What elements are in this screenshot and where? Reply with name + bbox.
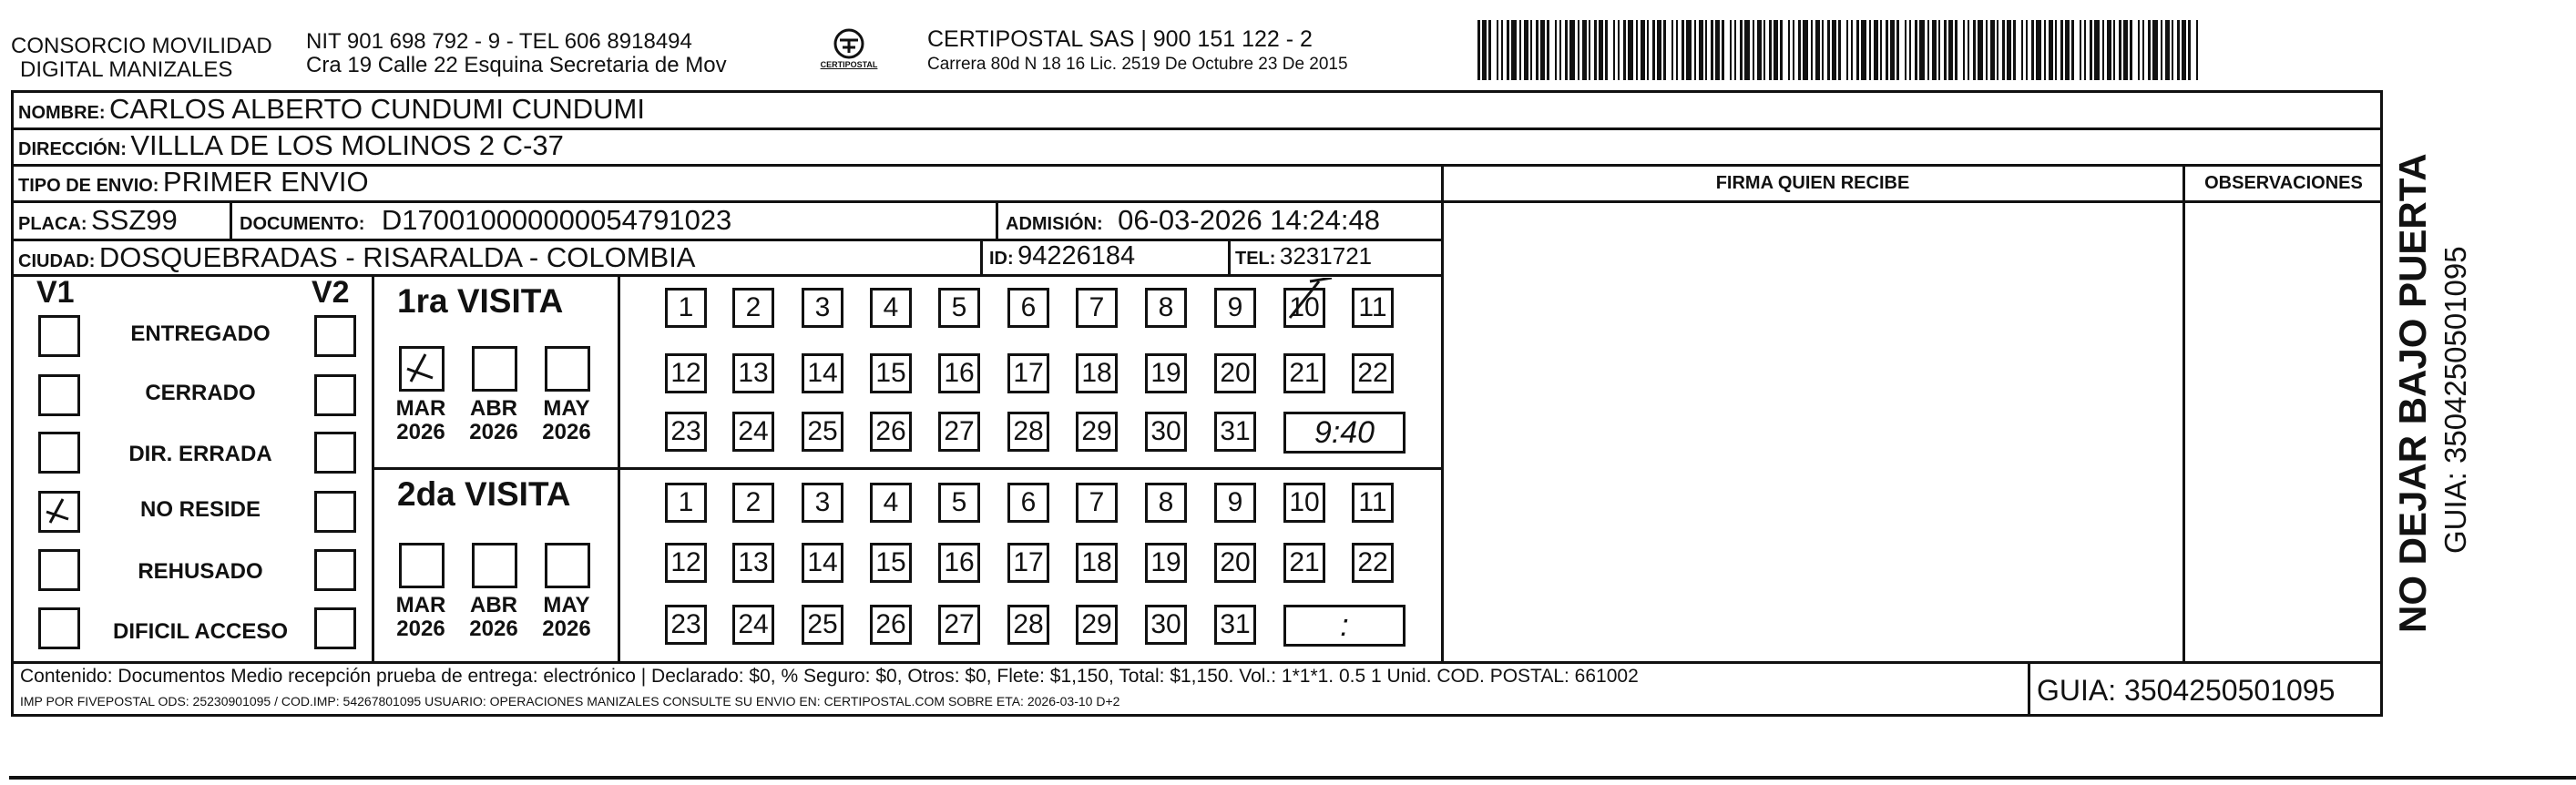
day-cell[interactable]: 22 (1352, 353, 1394, 393)
month-checkbox[interactable] (399, 543, 445, 588)
day-cell[interactable]: 18 (1076, 543, 1118, 583)
barcode-bar (1793, 20, 1794, 80)
barcode-bar (1978, 20, 1983, 80)
barcode-bar (1715, 20, 1720, 80)
barcode-bar (1730, 20, 1732, 80)
day-cell[interactable]: 3 (802, 288, 843, 328)
barcode-bar (1890, 20, 1895, 80)
nombre-label: NOMBRE: (18, 103, 106, 123)
ciudad-label: CIUDAD: (18, 251, 96, 271)
day-cell[interactable]: 5 (938, 288, 980, 328)
barcode-bar (2130, 20, 2132, 80)
day-cell[interactable]: 13 (732, 353, 774, 393)
barcode-bar (1948, 20, 1953, 80)
observaciones-label: OBSERVACIONES (2204, 173, 2363, 193)
barcode-bar (2060, 20, 2063, 80)
month-checkbox[interactable] (545, 346, 590, 392)
day-cell[interactable]: 4 (870, 288, 912, 328)
day-cell[interactable]: 30 (1145, 412, 1187, 452)
barcode-bar (1582, 20, 1587, 80)
day-cell[interactable]: 7 (1076, 483, 1118, 523)
tipo-envio-field (18, 166, 369, 199)
time-field[interactable]: 9:40 (1283, 412, 1406, 454)
barcode-bar (2071, 20, 2074, 80)
day-cell[interactable]: 20 (1214, 353, 1256, 393)
day-cell[interactable]: 27 (938, 605, 980, 645)
status-v1-checkbox[interactable] (38, 549, 80, 591)
barcode-bar (1822, 20, 1824, 80)
barcode-bar (1671, 20, 1673, 80)
day-cell[interactable]: 19 (1145, 543, 1187, 583)
barcode-bar (1694, 20, 1696, 80)
side-guia: GUIA: 3504250501095 (2438, 246, 2472, 554)
company-line2: Carrera 80d N 18 16 Lic. 2519 De Octubre 23 De 2015 (927, 54, 1348, 74)
status-v2-checkbox[interactable] (314, 374, 356, 416)
tel-value: 3231721 (1279, 242, 1373, 270)
status-option-label: REHUSADO (138, 559, 263, 584)
status-option-label: ENTREGADO (130, 321, 271, 346)
direccion-label: DIRECCIÓN: (18, 139, 127, 159)
logo-text: CERTIPOSTAL (820, 60, 878, 69)
barcode-bar (1636, 20, 1638, 80)
id-field (989, 241, 1135, 271)
day-cell[interactable]: 27 (938, 412, 980, 452)
barcode-bar (1711, 20, 1713, 80)
status-v1-checkbox[interactable] (38, 607, 80, 649)
barcode-bar (1811, 20, 1813, 80)
nombre-value: CARLOS ALBERTO CUNDUMI CUNDUMI (109, 93, 645, 125)
barcode-bar (1722, 20, 1724, 80)
barcode-bar (1488, 20, 1491, 80)
company-info (927, 27, 1348, 74)
barcode-bar (2021, 20, 2023, 80)
barcode-bar (2065, 20, 2070, 80)
status-v2-checkbox[interactable] (314, 432, 356, 474)
barcode-bar (1757, 20, 1762, 80)
documento-label: DOCUMENTO: (240, 214, 365, 234)
barcode-bar (2142, 20, 2144, 80)
status-option-label: DIR. ERRADA (128, 442, 272, 466)
barcode-bar (1547, 20, 1549, 80)
day-cell[interactable]: 6 (1007, 483, 1049, 523)
barcode-bar (1501, 20, 1503, 80)
day-cell[interactable]: 17 (1007, 543, 1049, 583)
barcode-bar (2080, 20, 2081, 80)
barcode-bar (1938, 20, 1940, 80)
barcode-bar (2148, 20, 2151, 80)
nombre-field (18, 93, 645, 126)
barcode-bar (1686, 20, 1692, 80)
barcode-bar (1530, 20, 1532, 80)
day-cell[interactable]: 30 (1145, 605, 1187, 645)
day-cell[interactable]: 29 (1076, 412, 1118, 452)
barcode-bar (2177, 20, 2180, 80)
admision-value: 06-03-2026 14:24:48 (1118, 204, 1380, 236)
barcode-bar (1623, 20, 1626, 80)
barcode-bar (1594, 20, 1597, 80)
barcode-bar (1932, 20, 1937, 80)
placa-field (18, 204, 178, 237)
barcode-bar (1851, 20, 1853, 80)
barcode-bar (2031, 20, 2034, 80)
footer-impresion: IMP POR FIVEPOSTAL ODS: 25230901095 / COD.IMP: 54267801095 USUARIO: OPERACIONES MANIZALES CONSULTE SU ENVIO EN: CERTIPOSTAL.COM SOBRE ETA: 2026-03-10 D+2 (20, 694, 1120, 709)
day-cell[interactable]: 3 (802, 483, 843, 523)
barcode-bar (1507, 20, 1509, 80)
barcode-bar (1657, 20, 1661, 80)
barcode-bar (1565, 20, 1568, 80)
day-cell[interactable]: 15 (870, 353, 912, 393)
barcode-bar (1774, 20, 1778, 80)
barcode-bar (1497, 20, 1498, 80)
tipo-envio-label: TIPO DE ENVIO: (18, 176, 159, 196)
guia-box: GUIA: 3504250501095 (2037, 674, 2336, 707)
barcode-bar (1555, 20, 1557, 80)
org-contact (306, 30, 727, 78)
day-cell[interactable]: 9 (1214, 288, 1256, 328)
barcode-bar (1699, 20, 1703, 80)
barcode-bar (2182, 20, 2186, 80)
barcode-bar (1856, 20, 1859, 80)
day-cell[interactable]: 26 (870, 605, 912, 645)
footer-contenido: Contenido: Documentos Medio recepción prueba de entrega: electrónico | Declarado: $0, % Seguro: $0, Otros: $0, Flete: $1,150, Total: $1,150. Vol.: 1*1*1. 0.5 1 Unid. COD. POSTAL: 661002 (20, 666, 1639, 687)
no-dejar-bajo-puerta: NO DEJAR BAJO PUERTA (2391, 153, 2434, 633)
admision-field (1006, 204, 1380, 237)
barcode-bar (1874, 20, 1878, 80)
barcode-bar (2026, 20, 2028, 80)
barcode-bar (1740, 20, 1743, 80)
barcode-bar (2084, 20, 2086, 80)
barcode-bar (1734, 20, 1736, 80)
month-label: MAR 2026 (395, 396, 446, 445)
tipo-envio-value: PRIMER ENVIO (162, 166, 369, 198)
barcode-bar (1647, 20, 1649, 80)
org-name (11, 35, 272, 83)
barcode-bar (1477, 20, 1480, 80)
barcode-bar (1569, 20, 1575, 80)
barcode-bar (2036, 20, 2041, 80)
barcode-bar (2107, 20, 2111, 80)
barcode-bar (2049, 20, 2053, 80)
barcode-bar (1682, 20, 1684, 80)
month-checkbox[interactable] (472, 543, 517, 588)
barcode-bar (1769, 20, 1772, 80)
barcode-bar (1803, 20, 1808, 80)
barcode-bar (2138, 20, 2140, 80)
documento-value: D170010000000054791023 (381, 204, 732, 236)
barcode-bar (2172, 20, 2173, 80)
day-cell[interactable]: 26 (870, 412, 912, 452)
barcode-bar (1896, 20, 1899, 80)
day-cell[interactable]: 21 (1283, 353, 1325, 393)
barcode-bar (1613, 20, 1615, 80)
status-v2-checkbox[interactable] (314, 491, 356, 533)
barcode-bar (1919, 20, 1925, 80)
day-cell[interactable]: 18 (1076, 353, 1118, 393)
barcode-bar (1753, 20, 1754, 80)
barcode-bar (1763, 20, 1765, 80)
status-v2-checkbox[interactable] (314, 549, 356, 591)
documento-field (240, 204, 731, 237)
day-cell[interactable]: 14 (802, 353, 843, 393)
day-cell[interactable]: 21 (1283, 543, 1325, 583)
status-v1-checkbox[interactable] (38, 315, 80, 357)
day-cell[interactable]: 23 (665, 412, 707, 452)
barcode-bar (1815, 20, 1820, 80)
barcode-bar (1780, 20, 1783, 80)
ciudad-field (18, 241, 695, 274)
day-cell[interactable]: 24 (732, 412, 774, 452)
barcode-bar (1559, 20, 1561, 80)
barcode-bar (1827, 20, 1830, 80)
tel-label: TEL: (1235, 249, 1276, 269)
day-cell[interactable]: 1 (665, 288, 707, 328)
barcode-bar (1886, 20, 1888, 80)
day-cell[interactable]: 16 (938, 543, 980, 583)
day-cell[interactable]: 29 (1076, 605, 1118, 645)
day-cell[interactable]: 4 (870, 483, 912, 523)
barcode-bar (2094, 20, 2100, 80)
barcode-bar (1641, 20, 1645, 80)
barcode-bar (2196, 20, 2198, 80)
barcode-bar (2007, 20, 2011, 80)
day-cell[interactable]: 11 (1352, 483, 1394, 523)
barcode-bar (2161, 20, 2162, 80)
direccion-value: VILLLA DE LOS MOLINOS 2 C-37 (130, 129, 564, 161)
address-line: Cra 19 Calle 22 Esquina Secretaria de Mov (306, 53, 727, 78)
barcode-bar (2152, 20, 2158, 80)
barcode-bar (1589, 20, 1590, 80)
day-cell[interactable]: 31 (1214, 412, 1256, 452)
day-cell[interactable]: 2 (732, 288, 774, 328)
org-line2: DIGITAL MANIZALES (20, 57, 233, 83)
month-label: ABR 2026 (469, 593, 518, 642)
day-cell[interactable]: 25 (802, 412, 843, 452)
day-cell[interactable]: 12 (665, 353, 707, 393)
day-cell[interactable]: 28 (1007, 412, 1049, 452)
barcode-bar (1519, 20, 1521, 80)
barcode-bar (1990, 20, 1995, 80)
day-cell[interactable]: 16 (938, 353, 980, 393)
day-cell[interactable]: 10 (1283, 483, 1325, 523)
barcode-bar (2002, 20, 2005, 80)
time-field[interactable]: : (1283, 605, 1406, 647)
barcode-bar (2013, 20, 2016, 80)
direccion-field (18, 129, 564, 162)
status-option-label: DIFICIL ACCESO (112, 619, 288, 644)
day-cell[interactable]: 7 (1076, 288, 1118, 328)
barcode-bar (2113, 20, 2115, 80)
day-cell[interactable]: 2 (732, 483, 774, 523)
barcode-bar (2188, 20, 2191, 80)
barcode-bar (1618, 20, 1620, 80)
barcode-bar (1880, 20, 1882, 80)
day-cell[interactable]: 14 (802, 543, 843, 583)
barcode-bar (1915, 20, 1917, 80)
day-cell[interactable]: 20 (1214, 543, 1256, 583)
id-label: ID: (989, 249, 1014, 269)
month-checkbox[interactable] (399, 346, 445, 392)
admision-label: ADMISIÓN: (1006, 214, 1103, 234)
ciudad-value: DOSQUEBRADAS - RISARALDA - COLOMBIA (98, 241, 696, 273)
barcode-bar (2119, 20, 2121, 80)
barcode-bar (1832, 20, 1836, 80)
barcode-bar (1578, 20, 1579, 80)
barcode-bar (1955, 20, 1958, 80)
barcode-bar (1536, 20, 1538, 80)
barcode-bar (1944, 20, 1947, 80)
nit-line: NIT 901 698 792 - 9 - TEL 606 8918494 (306, 29, 692, 54)
month-checkbox[interactable] (545, 543, 590, 588)
month-label: MAY 2026 (542, 593, 591, 642)
barcode-bar (1838, 20, 1841, 80)
day-cell[interactable]: 31 (1214, 605, 1256, 645)
day-cell[interactable]: 1 (665, 483, 707, 523)
day-cell[interactable]: 23 (665, 605, 707, 645)
day-cell[interactable]: 8 (1145, 483, 1187, 523)
day-cell[interactable]: 12 (665, 543, 707, 583)
status-v2-checkbox[interactable] (314, 315, 356, 357)
placa-value: SSZ99 (91, 204, 178, 236)
status-v1-checkbox[interactable] (38, 374, 80, 416)
day-cell[interactable]: 17 (1007, 353, 1049, 393)
day-cell[interactable]: 25 (802, 605, 843, 645)
month-label: MAY 2026 (542, 396, 591, 445)
id-value: 94226184 (1017, 241, 1136, 270)
day-cell[interactable]: 5 (938, 483, 980, 523)
company-line1: CERTIPOSTAL SAS | 900 151 122 - 2 (927, 26, 1313, 52)
month-checkbox[interactable] (472, 346, 517, 392)
barcode-bar (1869, 20, 1871, 80)
day-cell[interactable]: 6 (1007, 288, 1049, 328)
v1-label: V1 (36, 275, 75, 310)
barcode-bar (2123, 20, 2128, 80)
barcode-bar (1705, 20, 1707, 80)
barcode-bar (1599, 20, 1603, 80)
barcode-bar (1861, 20, 1866, 80)
barcode-bar (1963, 20, 1965, 80)
status-v1-checkbox[interactable] (38, 491, 80, 533)
barcode-bar (1846, 20, 1848, 80)
barcode-bar (1798, 20, 1801, 80)
barcode-bar (1909, 20, 1911, 80)
month-label: ABR 2026 (469, 396, 518, 445)
barcode-bar (1905, 20, 1906, 80)
tel-field (1235, 242, 1372, 270)
barcode-bar (1663, 20, 1666, 80)
day-cell[interactable]: 28 (1007, 605, 1049, 645)
barcode-bar (1676, 20, 1678, 80)
status-option-label: NO RESIDE (139, 497, 261, 522)
barcode-bar (2090, 20, 2092, 80)
month-label: MAR 2026 (395, 593, 446, 642)
barcode-bar (1973, 20, 1976, 80)
barcode-bar (1605, 20, 1608, 80)
barcode-bar (2165, 20, 2170, 80)
barcode-bar (1927, 20, 1929, 80)
status-option-label: CERRADO (145, 381, 256, 405)
v2-label: V2 (312, 275, 350, 310)
barcode-bar (1482, 20, 1487, 80)
barcode-bar (2055, 20, 2057, 80)
day-cell[interactable]: 9 (1214, 483, 1256, 523)
barcode-bar (1628, 20, 1633, 80)
day-cell[interactable]: 8 (1145, 288, 1187, 328)
barcode-bar (1652, 20, 1655, 80)
day-cell[interactable]: 15 (870, 543, 912, 583)
barcode-bar (1511, 20, 1517, 80)
day-cell[interactable]: 10 (1283, 288, 1325, 328)
barcode-bar (1986, 20, 1988, 80)
barcode-bar (1524, 20, 1528, 80)
barcode-bar (1997, 20, 1998, 80)
day-cell[interactable]: 19 (1145, 353, 1187, 393)
barcode-bar (1788, 20, 1790, 80)
firma-label: FIRMA QUIEN RECIBE (1715, 173, 1910, 193)
barcode (1477, 20, 2203, 80)
status-v1-checkbox[interactable] (38, 432, 80, 474)
day-cell[interactable]: 13 (732, 543, 774, 583)
barcode-bar (1540, 20, 1545, 80)
status-v2-checkbox[interactable] (314, 607, 356, 649)
barcode-bar (2102, 20, 2104, 80)
day-cell[interactable]: 22 (1352, 543, 1394, 583)
day-cell[interactable]: 24 (732, 605, 774, 645)
barcode-bar (2044, 20, 2046, 80)
org-line1: CONSORCIO MOVILIDAD (11, 34, 272, 58)
barcode-bar (1744, 20, 1750, 80)
certipostal-logo (813, 25, 885, 80)
visit1-title: 1ra VISITA (397, 282, 564, 320)
day-cell[interactable]: 11 (1352, 288, 1394, 328)
barcode-bar (1968, 20, 1969, 80)
placa-label: PLACA: (18, 214, 87, 234)
visit2-title: 2da VISITA (397, 475, 571, 513)
